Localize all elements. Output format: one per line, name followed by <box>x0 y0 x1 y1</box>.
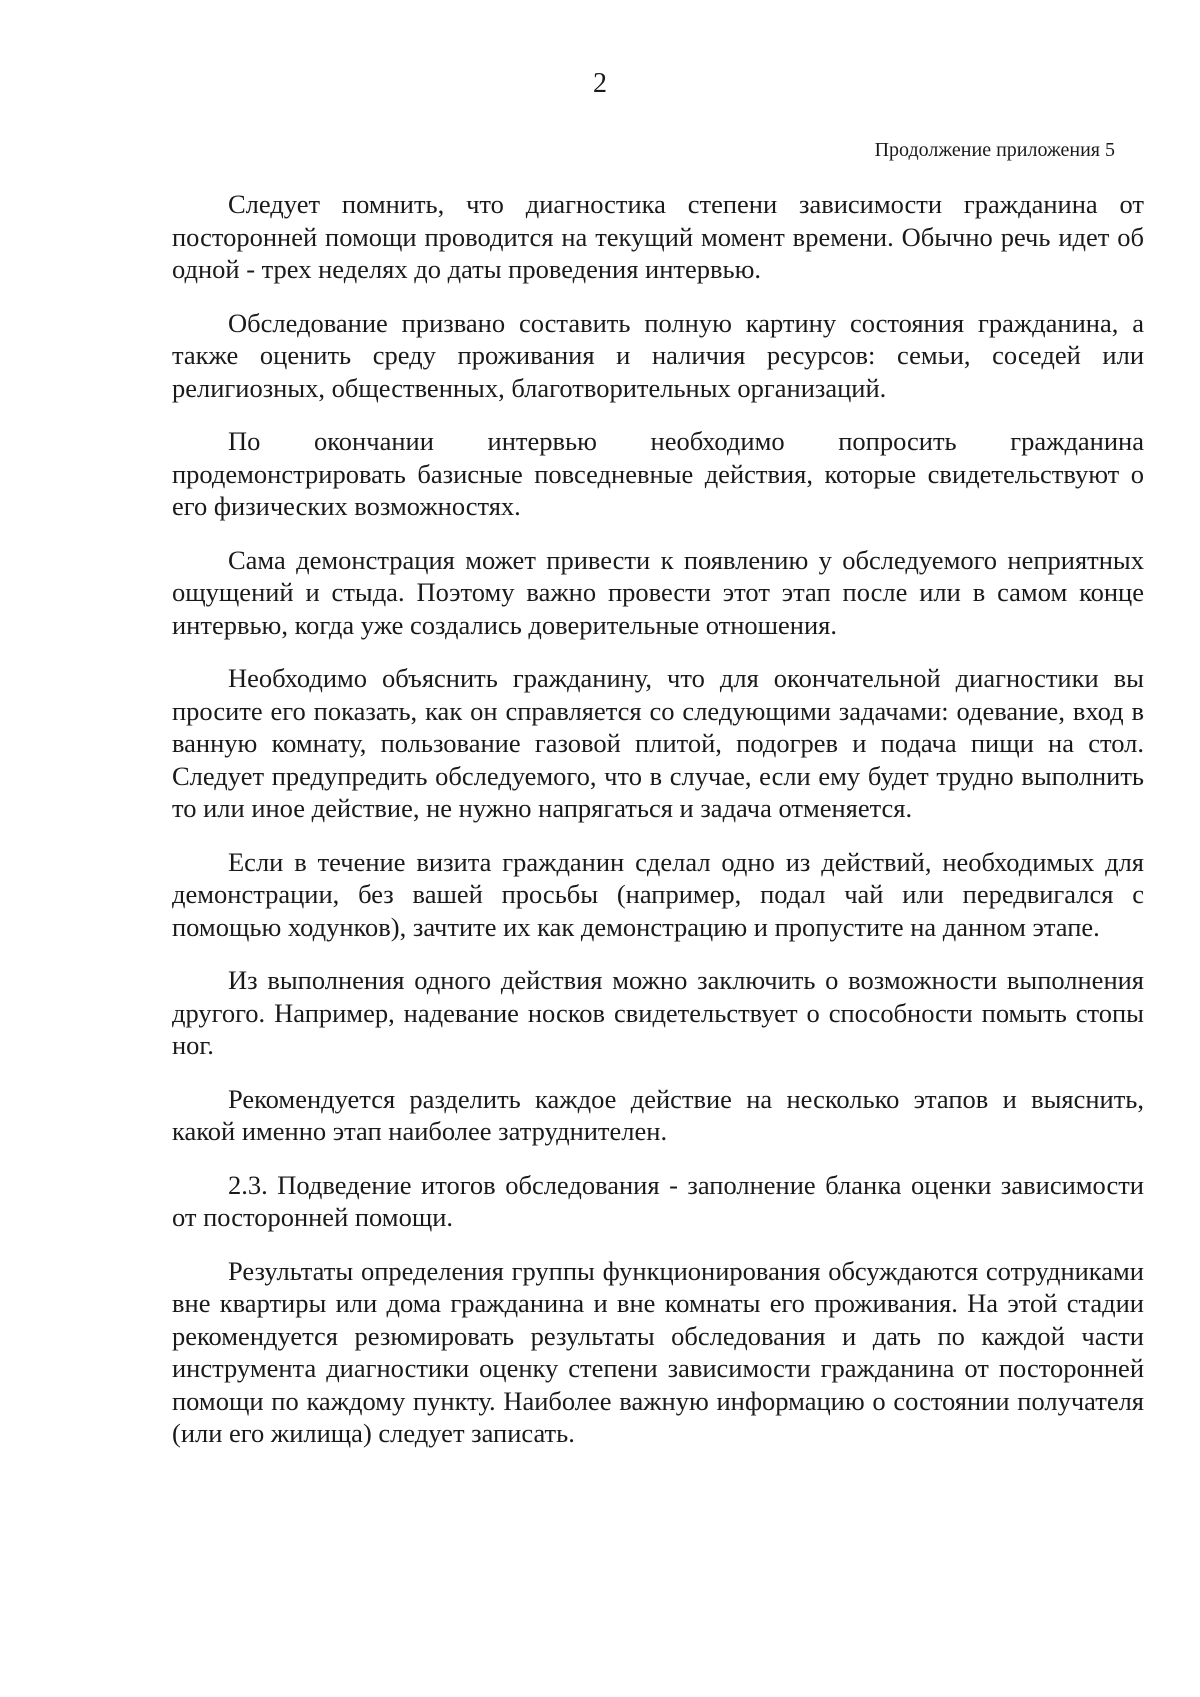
section-2-3-heading: 2.3. Подведение итогов обследования - заполнение бланка оценки зависимости от посторонней помощи. <box>172 1169 1144 1232</box>
paragraph-6: Если в течение визита гражданин сделал одно из действий, необходимых для демонстрации, без вашей просьбы (например, подал чай или передвигался с помощью ходунков), зачтите их как демонстрацию и пропустите на данном этапе. <box>172 846 1144 942</box>
document-body <box>172 188 1144 1471</box>
paragraph-8: Рекомендуется разделить каждое действие на несколько этапов и выяснить, какой именно этап наиболее затруднителен. <box>172 1083 1144 1146</box>
paragraph-5: Необходимо объяснить гражданину, что для окончательной диагностики вы просите его показать, как он справляется со следующими задачами: одевание, вход в ванную комнату, пользование газовой плитой, подогрев и подача пищи на стол. Следует предупредить обследуемого, что в случае, если ему будет трудно выполнить то или иное действие, не нужно напрягаться и задача отменяется. <box>172 663 1144 823</box>
paragraph-10: Результаты определения группы функционирования обсуждаются сотрудниками вне квартиры или дома гражданина и вне комнаты его проживания. На этой стадии рекомендуется резюмировать результаты обследования и дать по каждой части инструмента диагностики оценку степени зависимости гражданина от посторонней помощи по каждому пункту. Наиболее важную информацию о состоянии получателя (или его жилища) следует записать. <box>172 1255 1144 1448</box>
paragraph-7: Из выполнения одного действия можно заключить о возможности выполнения другого. Например, надевание носков свидетельствует о способности помыть стопы ног. <box>172 965 1144 1060</box>
paragraph-2: Обследование призвано составить полную картину состояния гражданина, а также оценить среду проживания и наличия ресурсов: семьи, соседей или религиозных, общественных, благотворительных организаций. <box>172 307 1144 403</box>
page-number: 2 <box>593 68 607 99</box>
appendix-continuation-note: Продолжение приложения 5 <box>874 139 1115 161</box>
paragraph-1: Следует помнить, что диагностика степени зависимости гражданина от посторонней помощи проводится на текущий момент времени. Обычно речь идет об одной - трех неделях до даты проведения интервью. <box>172 189 1144 284</box>
paragraph-4: Сама демонстрация может привести к появлению у обследуемого неприятных ощущений и стыда. Поэтому важно провести этот этап после или в самом конце интервью, когда уже создались доверительные отношения. <box>172 544 1144 640</box>
paragraph-3: По окончании интервью необходимо попросить гражданина продемонстрировать базисные повседневные действия, которые свидетельствуют о его физических возможностях. <box>172 426 1144 521</box>
